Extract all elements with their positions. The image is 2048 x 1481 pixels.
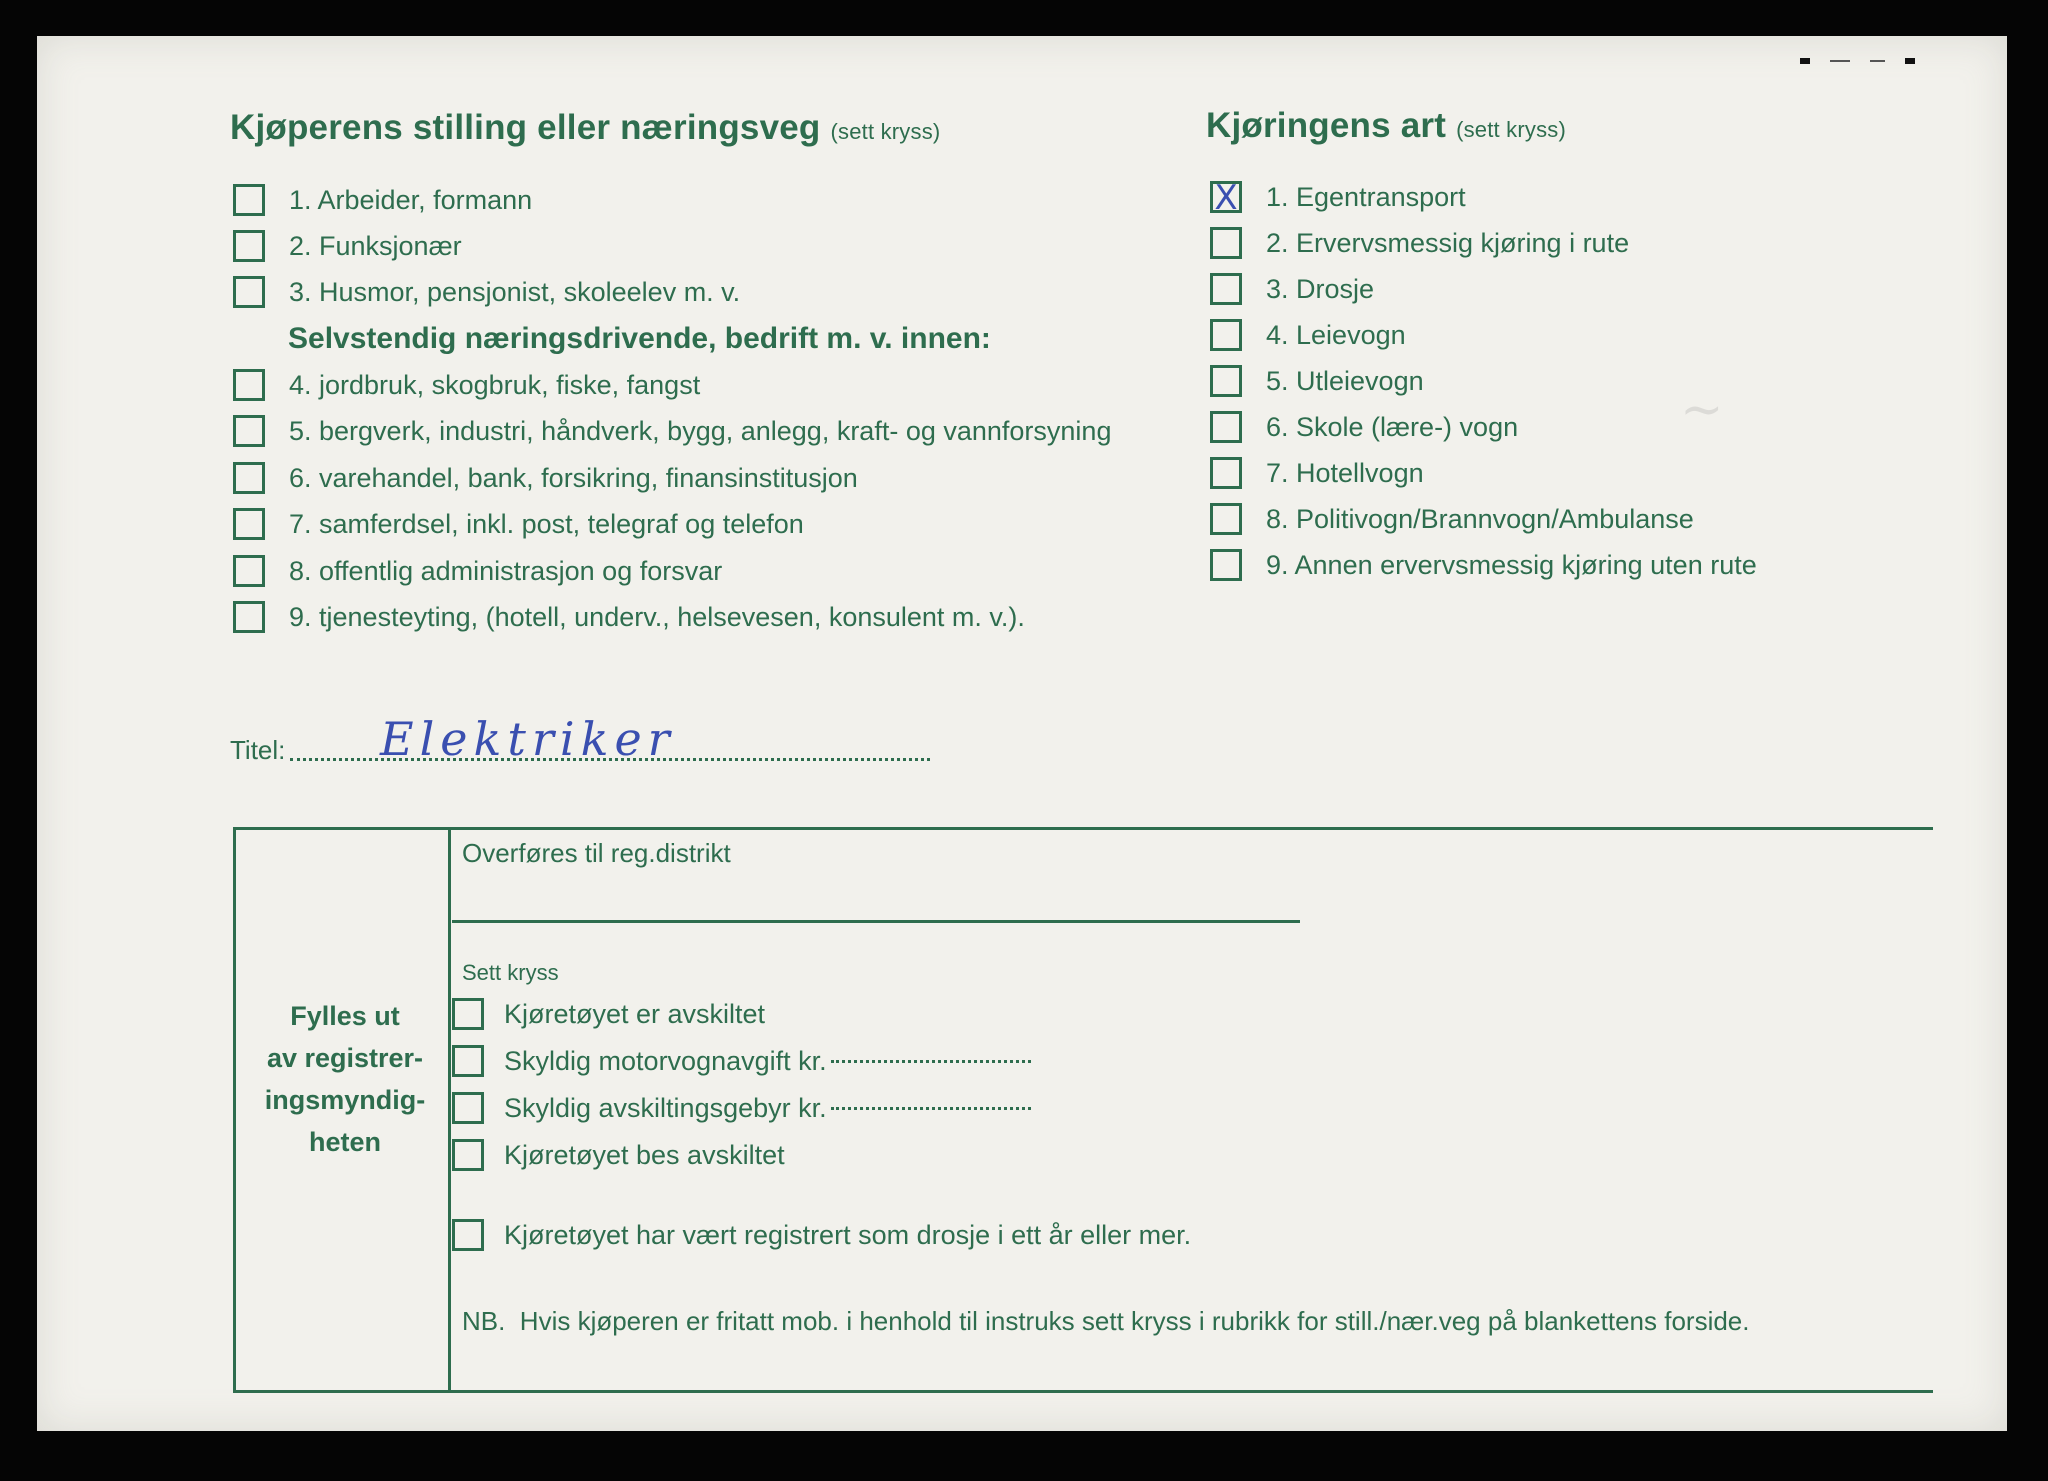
checkbox[interactable] — [233, 230, 265, 262]
checkbox[interactable] — [1210, 457, 1242, 489]
transfer-input-line[interactable] — [452, 920, 1300, 923]
authority-check-option[interactable] — [452, 1139, 785, 1171]
option-label: 5. Utleievogn — [1266, 365, 1424, 396]
industry-option[interactable] — [233, 555, 722, 587]
option-label: Skyldig motorvognavgift kr. — [504, 1045, 827, 1076]
option-label: 7. Hotellvogn — [1266, 457, 1424, 488]
right-section-heading — [1206, 106, 1566, 146]
titel-value[interactable]: Elektriker — [380, 712, 676, 766]
checkbox[interactable] — [1210, 503, 1242, 535]
option-label: Kjøretøyet bes avskiltet — [504, 1139, 785, 1170]
occupation-option[interactable] — [233, 184, 532, 216]
checkbox[interactable] — [233, 415, 265, 447]
checkbox[interactable] — [452, 1045, 484, 1077]
bleed-through-mark: ~ — [1680, 380, 1724, 440]
right-heading-text: Kjøringens art — [1206, 106, 1447, 145]
industry-option[interactable] — [233, 415, 1111, 447]
checkmark-x: X — [1214, 178, 1238, 218]
option-label: Kjøretøyet er avskiltet — [504, 998, 766, 1029]
sett-kryss-label: Sett kryss — [462, 960, 559, 985]
option-label: 6. varehandel, bank, forsikring, finansinstitusjon — [289, 462, 858, 493]
authority-side-label — [250, 995, 440, 1163]
amount-dotted-line[interactable] — [831, 1059, 1031, 1063]
option-label: 3. Husmor, pensjonist, skoleelev m. v. — [289, 276, 741, 307]
corner-ink-mark — [1800, 58, 1920, 64]
occupation-option[interactable] — [233, 276, 740, 308]
drosje-check-option[interactable] — [452, 1219, 1191, 1251]
option-label: 8. Politivogn/Brannvogn/Ambulanse — [1266, 503, 1694, 534]
driving-type-option[interactable] — [1210, 457, 1424, 489]
left-section-heading — [230, 108, 940, 148]
checkbox[interactable] — [233, 555, 265, 587]
option-label: 9. Annen ervervsmessig kjøring uten rute — [1266, 549, 1757, 580]
checkbox[interactable] — [452, 1139, 484, 1171]
option-label: 1. Egentransport — [1266, 181, 1466, 212]
option-label: 8. offentlig administrasjon og forsvar — [289, 555, 723, 586]
right-heading-note: (sett kryss) — [1456, 117, 1567, 142]
driving-type-option[interactable] — [1210, 411, 1518, 443]
driving-type-option[interactable] — [1210, 319, 1406, 351]
driving-type-option[interactable] — [1210, 227, 1629, 259]
option-label: 9. tjenesteyting, (hotell, underv., helsevesen, konsulent m. v.). — [289, 601, 1025, 632]
side-label-line: av registrer- — [266, 1043, 424, 1073]
driving-type-option[interactable] — [1210, 503, 1694, 535]
amount-dotted-line[interactable] — [831, 1106, 1031, 1110]
checkbox[interactable] — [233, 184, 265, 216]
checkbox[interactable] — [1210, 273, 1242, 305]
checkbox[interactable] — [452, 998, 484, 1030]
option-label: Kjøretøyet har vært registrert som drosje i ett år eller mer. — [504, 1219, 1192, 1250]
side-label-line: heten — [308, 1127, 381, 1157]
driving-type-option[interactable] — [1210, 273, 1374, 305]
driving-type-option[interactable] — [1210, 178, 1466, 218]
authority-check-option[interactable] — [452, 1092, 1031, 1124]
checkbox[interactable] — [1210, 411, 1242, 443]
checkbox[interactable] — [233, 462, 265, 494]
option-label: 6. Skole (lære-) vogn — [1266, 411, 1519, 442]
checkbox[interactable] — [1210, 178, 1242, 218]
checkbox[interactable] — [233, 508, 265, 540]
checkbox[interactable] — [233, 369, 265, 401]
option-label: 4. jordbruk, skogbruk, fiske, fangst — [289, 369, 701, 400]
industry-option[interactable] — [233, 508, 804, 540]
checkbox[interactable] — [1210, 365, 1242, 397]
transfer-label: Overføres til reg.distrikt — [462, 838, 731, 868]
industry-option[interactable] — [233, 369, 700, 401]
authority-check-option[interactable] — [452, 1045, 1031, 1077]
checkbox[interactable] — [452, 1092, 484, 1124]
industry-option[interactable] — [233, 462, 858, 494]
option-label: 1. Arbeider, formann — [289, 184, 533, 215]
checkbox[interactable] — [233, 601, 265, 633]
nb-note: NB. Hvis kjøperen er fritatt mob. i henhold til instruks sett kryss i rubrikk for still./nær.veg på blankettens forside. — [462, 1306, 1750, 1336]
checkbox[interactable] — [233, 276, 265, 308]
driving-type-option[interactable] — [1210, 365, 1424, 397]
authority-check-option[interactable] — [452, 998, 765, 1030]
option-label: 7. samferdsel, inkl. post, telegraf og telefon — [289, 508, 804, 539]
checkbox[interactable] — [1210, 227, 1242, 259]
left-heading-note: (sett kryss) — [830, 119, 941, 144]
industry-option[interactable] — [233, 601, 1025, 633]
driving-type-option[interactable] — [1210, 549, 1757, 581]
self-employed-subheading: Selvstendig næringsdrivende, bedrift m. v. innen: — [288, 322, 991, 355]
side-label-line: ingsmyndig- — [264, 1085, 426, 1115]
option-label: 5. bergverk, industri, håndverk, bygg, anlegg, kraft- og vannforsyning — [289, 415, 1112, 446]
option-label: 2. Funksjonær — [289, 230, 462, 261]
option-label: 4. Leievogn — [1266, 319, 1406, 350]
left-heading-text: Kjøperens stilling eller næringsveg — [230, 108, 821, 147]
occupation-option[interactable] — [233, 230, 462, 262]
option-label: 2. Ervervsmessig kjøring i rute — [1266, 227, 1630, 258]
checkbox[interactable] — [1210, 319, 1242, 351]
checkbox[interactable] — [452, 1219, 484, 1251]
option-label: Skyldig avskiltingsgebyr kr. — [504, 1092, 827, 1123]
side-label-line: Fylles ut — [290, 1001, 400, 1031]
checkbox[interactable] — [1210, 549, 1242, 581]
option-label: 3. Drosje — [1266, 273, 1375, 304]
authority-box-divider — [448, 830, 451, 1390]
titel-label: Titel: — [230, 735, 286, 765]
